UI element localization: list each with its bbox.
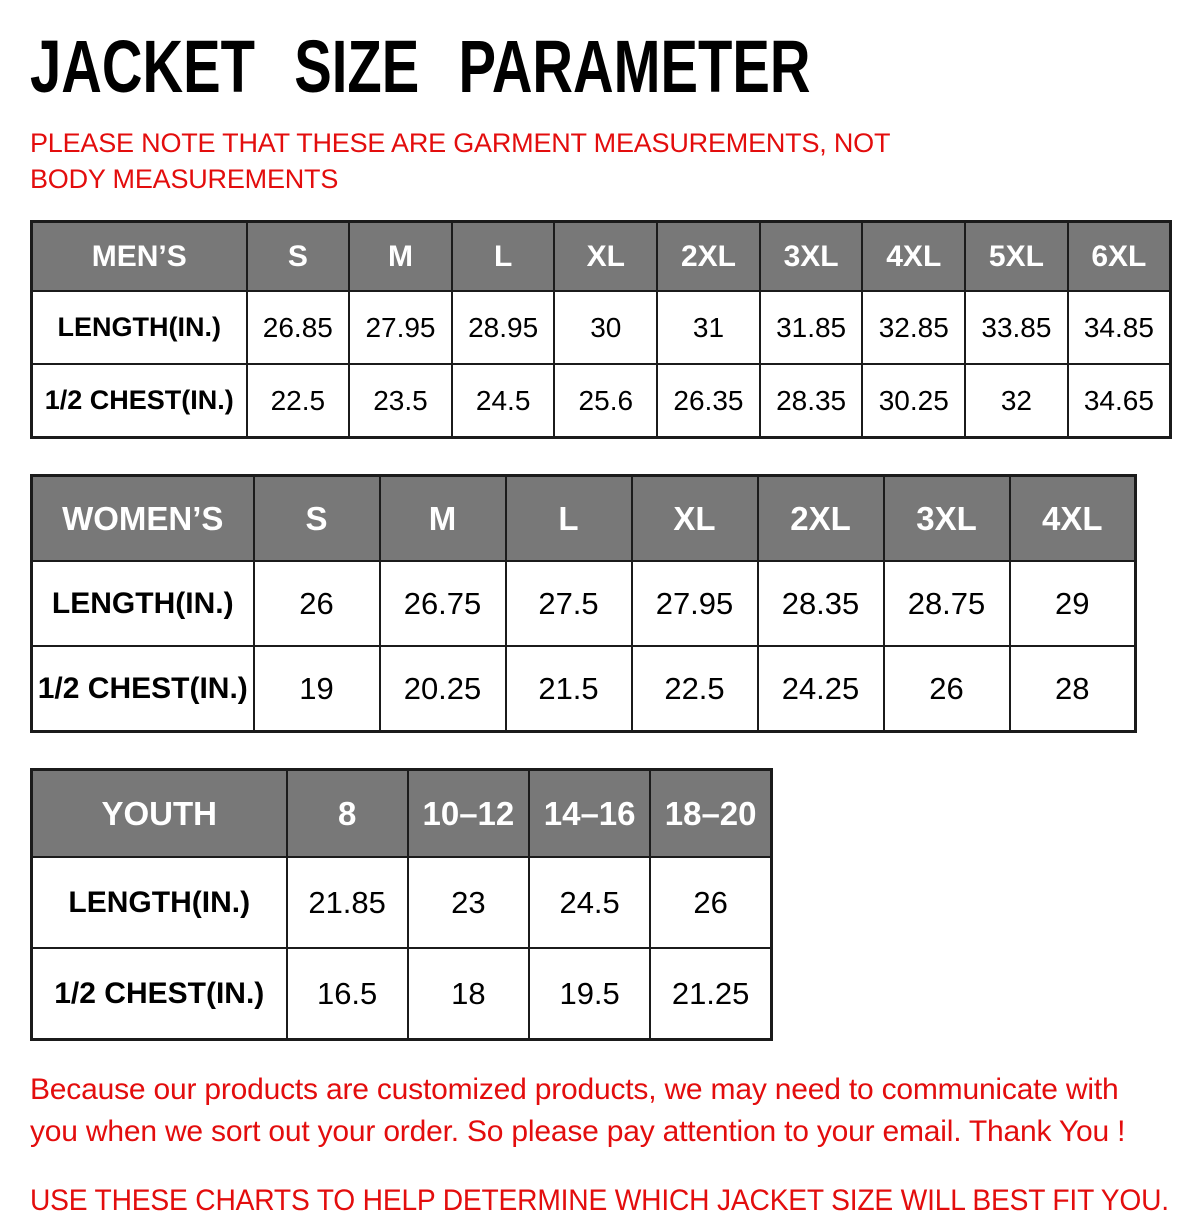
measurement-row-label: 1/2 CHEST(IN.) — [32, 646, 254, 731]
measurement-value-cell: 26.75 — [380, 561, 506, 646]
mens-size-header-cell: 4XL — [862, 221, 965, 291]
measurement-value-cell: 25.6 — [554, 364, 657, 437]
page-title: JACKET SIZE PARAMETER — [30, 25, 811, 108]
youth-size-table — [30, 768, 773, 1041]
mens-size-header-cell: 5XL — [965, 221, 1068, 291]
measurement-value-cell: 22.5 — [632, 646, 758, 731]
youth-size-header-cell: 18–20 — [650, 769, 771, 857]
measurement-value-cell: 30 — [554, 291, 657, 364]
measurement-row-label: LENGTH(IN.) — [32, 857, 287, 948]
measurement-row-label: LENGTH(IN.) — [32, 291, 247, 364]
womens-size-header-cell: 2XL — [758, 475, 884, 561]
mens-size-header-cell: XL — [554, 221, 657, 291]
mens-size-header-cell: M — [349, 221, 452, 291]
measurement-value-cell: 24.5 — [529, 857, 650, 948]
mens-size-header-cell: L — [452, 221, 555, 291]
measurement-value-cell: 28.75 — [884, 561, 1010, 646]
measurement-value-cell: 34.85 — [1068, 291, 1171, 364]
youth-table-row — [32, 948, 772, 1039]
womens-table-row — [32, 646, 1136, 731]
womens-size-header-cell: 4XL — [1010, 475, 1136, 561]
mens-size-table — [30, 220, 1172, 439]
customization-note: Because our products are customized products, we may need to communicate with you when we sort out your order. So please pay attention to your email. Thank You ! — [30, 1072, 1126, 1149]
womens-size-table — [30, 474, 1137, 733]
measurement-value-cell: 32 — [965, 364, 1068, 437]
mens-size-header-cell: 2XL — [657, 221, 760, 291]
measurement-value-cell: 31 — [657, 291, 760, 364]
mens-table-row — [32, 364, 1171, 437]
womens-table-row — [32, 561, 1136, 646]
measurement-value-cell: 27.95 — [632, 561, 758, 646]
womens-size-header-cell: XL — [632, 475, 758, 561]
measurement-value-cell: 18 — [408, 948, 529, 1039]
youth-size-header-cell: 8 — [287, 769, 408, 857]
measurement-value-cell: 23.5 — [349, 364, 452, 437]
youth-table-title: YOUTH — [32, 769, 287, 857]
measurement-value-cell: 21.85 — [287, 857, 408, 948]
measurement-value-cell: 28 — [1010, 646, 1136, 731]
measurement-value-cell: 24.5 — [452, 364, 555, 437]
measurement-value-cell: 26 — [884, 646, 1010, 731]
measurement-row-label: 1/2 CHEST(IN.) — [32, 364, 247, 437]
womens-size-header-cell: 3XL — [884, 475, 1010, 561]
measurement-value-cell: 19.5 — [529, 948, 650, 1039]
measurement-value-cell: 27.95 — [349, 291, 452, 364]
measurement-row-label: 1/2 CHEST(IN.) — [32, 948, 287, 1039]
measurement-value-cell: 28.35 — [760, 364, 863, 437]
measurement-value-cell: 19 — [254, 646, 380, 731]
measurement-value-cell: 26 — [650, 857, 771, 948]
youth-size-header-cell: 14–16 — [529, 769, 650, 857]
youth-size-header-cell: 10–12 — [408, 769, 529, 857]
measurement-value-cell: 32.85 — [862, 291, 965, 364]
measurement-value-cell: 29 — [1010, 561, 1136, 646]
chart-usage-advice: USE THESE CHARTS TO HELP DETERMINE WHICH JACKET SIZE WILL BEST FIT YOU. — [30, 1184, 1169, 1217]
measurement-value-cell: 23 — [408, 857, 529, 948]
measurement-value-cell: 24.25 — [758, 646, 884, 731]
measurement-value-cell: 16.5 — [287, 948, 408, 1039]
measurement-value-cell: 21.25 — [650, 948, 771, 1039]
measurement-row-label: LENGTH(IN.) — [32, 561, 254, 646]
womens-size-header-cell: S — [254, 475, 380, 561]
measurement-value-cell: 31.85 — [760, 291, 863, 364]
measurement-value-cell: 28.95 — [452, 291, 555, 364]
measurement-value-cell: 26.85 — [247, 291, 350, 364]
measurement-value-cell: 33.85 — [965, 291, 1068, 364]
measurement-value-cell: 26.35 — [657, 364, 760, 437]
womens-size-header-cell: M — [380, 475, 506, 561]
measurement-value-cell: 30.25 — [862, 364, 965, 437]
measurement-value-cell: 20.25 — [380, 646, 506, 731]
measurement-value-cell: 27.5 — [506, 561, 632, 646]
measurement-value-cell: 34.65 — [1068, 364, 1171, 437]
mens-size-header-cell: 6XL — [1068, 221, 1171, 291]
measurement-value-cell: 28.35 — [758, 561, 884, 646]
tables-region — [30, 220, 1172, 1041]
mens-table-row — [32, 291, 1171, 364]
measurement-value-cell: 22.5 — [247, 364, 350, 437]
womens-table-title: WOMEN’S — [32, 475, 254, 561]
garment-measurement-note: PLEASE NOTE THAT THESE ARE GARMENT MEASUREMENTS, NOT BODY MEASUREMENTS — [30, 128, 890, 194]
mens-table-title: MEN’S — [32, 221, 247, 291]
womens-size-header-cell: L — [506, 475, 632, 561]
youth-table-row — [32, 857, 772, 948]
mens-size-header-cell: S — [247, 221, 350, 291]
measurement-value-cell: 21.5 — [506, 646, 632, 731]
measurement-value-cell: 26 — [254, 561, 380, 646]
mens-size-header-cell: 3XL — [760, 221, 863, 291]
